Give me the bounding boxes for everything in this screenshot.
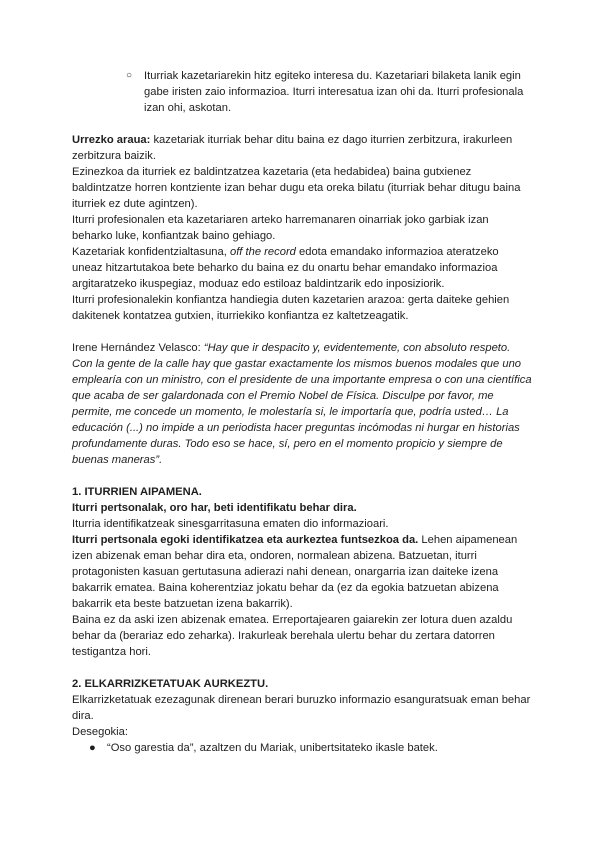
hollow-circle-bullet-icon: ○ [126,70,133,81]
paragraph-4: Iturri profesionalekin konfiantza handiegia duten kazetarien arazoa: gerta daiteke gehien dakitenek kontatzea gutxien, iturriekiko konfiantza ez kaltetzeagatik. [72,294,510,322]
sub-bullet-text: Iturriak kazetariarekin hitz egiteko interesa du. Kazetariari bilaketa lanik egin gabe iristen zaio informazioa. Iturri interesatua izan ohi da. Iturri profesionala izan ohi, askotan. [144,70,524,114]
paragraph-3 [72,244,532,292]
bullet-item [89,740,532,756]
off-the-record-term: off the record [229,246,296,258]
section-2-title: 2. ELKARRIZKETATUAK AURKEZTU. [72,678,269,690]
paragraph-1: Ezinezkoa da iturriek ez baldintzatzea kazetaria (eta hedabidea) baina gutxienez baldintzatze horren kontziente izan behar dugu eta oreka bilatu (iturriak behar ditugu baina iturriek ez dute agintzen). [72,166,521,210]
section-2-text-2: Desegokia: [72,726,128,738]
section-1-paragraph-2 [72,532,532,612]
paragraph-2: Iturri profesionalen eta kazetariaren arteko harremanaren oinarriak joko garbiak izan beharko luke, konfiantzak baino gehiago. [72,214,489,242]
paragraph-3-end: edota emandako informazioa ateratzeko uneaz hitzartutakoa bete beharko du baina ez du onartu behar emandako informazioa argitaratzeko ikuspegiaz, moduaz edo estiloaz baldintzarik edo inposiziorik. [72,246,499,290]
section-1-bold-statement: Iturri pertsonalak, oro har, beti identifikatu behar dira. [72,502,357,514]
section-1-text-2: Lehen aipamenean izen abizenak eman behar dira eta, ondoren, normalean abizena. Batzuetan, iturri protagonisten kasuan gertutasuna adierazi nahi denean, onargarria izan daiteke izena bakarrik ematea. Baina koherentziaz jokatu behar da (ez da egokia batzuetan abizena bakarrik eta beste batzuetan izena bakarrik). [72,534,518,610]
quote-text: “Hay que ir despacito y, evidentemente, con absoluto respeto. Con la gente de la calle hay que gastar exactamente los mismos buenos modales que uno emplearía con un ministro, con el presidente de una importante empresa o con una científica que acaba de ser galardonada con el Premio Nobel de Física. Disculpe por favor, me permite, me concede un momento, le molestaría si, le importaría que, podría usted… La educación (...) no impide a un periodista hacer preguntas incómodas ni hurgar en historias profundamente duras. Todo eso se hace, sí, pero en el momento propicio y siempre de buenas maneras”. [72,342,532,466]
golden-rule-label: Urrezko araua: [72,134,151,146]
section-1-bold-statement-2: Iturri pertsonala egoki identifikatzea eta aurkeztea funtsezkoa da. [72,534,419,546]
section-2-text-1: Elkarrizketatuak ezezagunak direnean berari buruzko informazio esanguratsuak eman behar dira. [72,694,531,722]
golden-rule-text: kazetariak iturriak behar ditu baina ez dago iturrien zerbitzura, irakurleen zerbitzura baizik. [72,134,513,162]
document-page [72,68,532,756]
section-1-title: 1. ITURRIEN AIPAMENA. [72,486,202,498]
filled-circle-bullet-icon: ● [89,742,96,754]
quote-author: Irene Hernández Velasco: [72,342,204,354]
section-1-text-3: Baina ez da aski izen abizenak ematea. Erreportajearen gaiarekin zer lotura duen azaldu behar da (berariaz edo zeharka). Irakurleak berehala ulertu behar du zertara datorren testigantza hori. [72,614,513,658]
bullet-text: “Oso garestia da”, azaltzen du Mariak, unibertsitateko ikasle batek. [107,742,438,754]
golden-rule-paragraph [72,132,532,164]
section-1-text-1: Iturria identifikatzeak sinesgarritasuna ematen dio informazioari. [72,518,389,530]
sub-bullet-item [126,68,532,116]
quote-paragraph [72,340,532,468]
paragraph-3-start: Kazetariak konfidentzialtasuna, [72,246,230,258]
